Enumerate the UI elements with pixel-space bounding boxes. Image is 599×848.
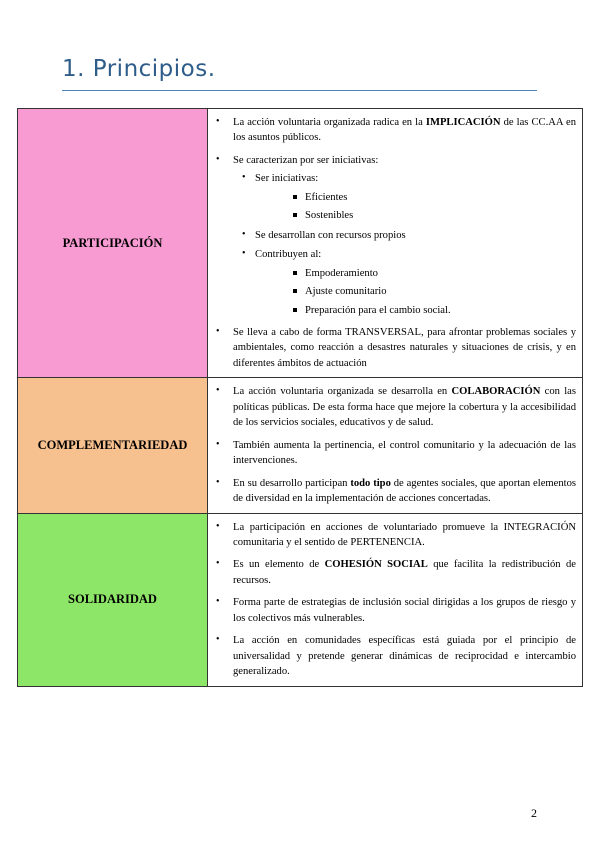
page-title: 1. Principios. bbox=[62, 56, 216, 82]
title-underline bbox=[62, 90, 537, 91]
list-item: Sostenibles bbox=[255, 208, 576, 223]
row-content bbox=[208, 513, 583, 686]
bullet-icon: • bbox=[216, 325, 220, 337]
list-item: • Forma parte de estrategias de inclusión social dirigidas a los grupos de riesgo y los colectivos más vulnerables. bbox=[216, 596, 576, 624]
principles-table bbox=[17, 108, 583, 687]
list-item: • Ser iniciativas: Eficientes Sostenibles bbox=[233, 171, 576, 223]
bullet-list bbox=[214, 520, 576, 680]
list-item: • También aumenta la pertinencia, el control comunitario y la adecuación de las intervenciones. bbox=[216, 438, 576, 467]
bullet-icon: • bbox=[216, 476, 220, 488]
bullet-icon: • bbox=[216, 634, 220, 646]
bullet-icon: • bbox=[242, 228, 246, 240]
sub-list bbox=[233, 171, 576, 318]
square-bullet-icon bbox=[293, 213, 297, 217]
sub-sub-list bbox=[255, 266, 576, 318]
list-item: • Se lleva a cabo de forma TRANSVERSAL, para afrontar problemas sociales y ambientales, como reacción a desastres naturales y situaciones de crisis, y en diferentes ámbitos de actuación bbox=[216, 325, 576, 369]
list-item: • Se caracterizan por ser iniciativas: • Ser iniciativas: Eficientes Sostenibles • Se desarrollan con recursos propios • Contribuyen al: Empoderamiento Ajuste comunitario Preparación para el cambio social. bbox=[214, 153, 576, 318]
table-row bbox=[18, 513, 583, 686]
list-item: • La acción voluntaria organizada radica en la IMPLICACIÓN de las CC.AA en los asuntos públicos. bbox=[216, 116, 576, 144]
list-item: • Es un elemento de COHESIÓN SOCIAL que facilita la redistribución de recursos. bbox=[216, 558, 576, 586]
bullet-icon: • bbox=[216, 520, 220, 532]
bullet-icon: • bbox=[216, 153, 220, 165]
list-item: Empoderamiento bbox=[255, 266, 576, 281]
bullet-icon: • bbox=[216, 116, 220, 127]
list-item: Ajuste comunitario bbox=[255, 284, 576, 299]
row-label-solidaridad: SOLIDARIDAD bbox=[18, 513, 208, 686]
list-item: • La acción voluntaria organizada se desarrolla en COLABORACIÓN con las políticas públicas. De esta forma hace que mejore la cobertura y la accesibilidad de los servicios sociales, educativos y de salud. bbox=[216, 385, 576, 429]
square-bullet-icon bbox=[293, 271, 297, 275]
bullet-icon: • bbox=[216, 558, 220, 570]
square-bullet-icon bbox=[293, 308, 297, 312]
bullet-icon: • bbox=[242, 172, 246, 184]
bullet-icon: • bbox=[216, 385, 220, 397]
table-row bbox=[18, 378, 583, 513]
square-bullet-icon bbox=[293, 289, 297, 293]
list-item: Preparación para el cambio social. bbox=[255, 303, 576, 318]
list-item: • Contribuyen al: Empoderamiento Ajuste comunitario Preparación para el cambio social. bbox=[233, 247, 576, 318]
bullet-icon: • bbox=[216, 596, 220, 608]
bullet-icon: • bbox=[242, 248, 246, 260]
row-content bbox=[208, 109, 583, 378]
square-bullet-icon bbox=[293, 195, 297, 199]
page-number: 2 bbox=[531, 806, 537, 820]
list-item: • Se desarrollan con recursos propios bbox=[242, 228, 406, 241]
row-label-participacion: PARTICIPACIÓN bbox=[18, 109, 208, 378]
row-content bbox=[208, 378, 583, 513]
list-item: Eficientes bbox=[255, 190, 576, 205]
list-item: • En su desarrollo participan todo tipo de agentes sociales, que aportan elementos de diversidad en la implementación de acciones concertadas. bbox=[216, 476, 577, 505]
row-label-complementariedad: COMPLEMENTARIEDAD bbox=[18, 378, 208, 513]
bullet-list bbox=[214, 115, 576, 371]
list-item: • La acción en comunidades específicas está guiada por el principio de universalidad y pretende generar dinámicas de reciprocidad e intercambio generalizado. bbox=[216, 634, 576, 678]
sub-sub-list bbox=[255, 190, 576, 224]
table-row bbox=[18, 109, 583, 378]
bullet-list bbox=[214, 384, 576, 506]
list-item: • La participación en acciones de voluntariado promueve la INTEGRACIÓN comunitaria y el sentido de PERTENENCIA. bbox=[216, 520, 576, 548]
bullet-icon: • bbox=[216, 438, 220, 450]
